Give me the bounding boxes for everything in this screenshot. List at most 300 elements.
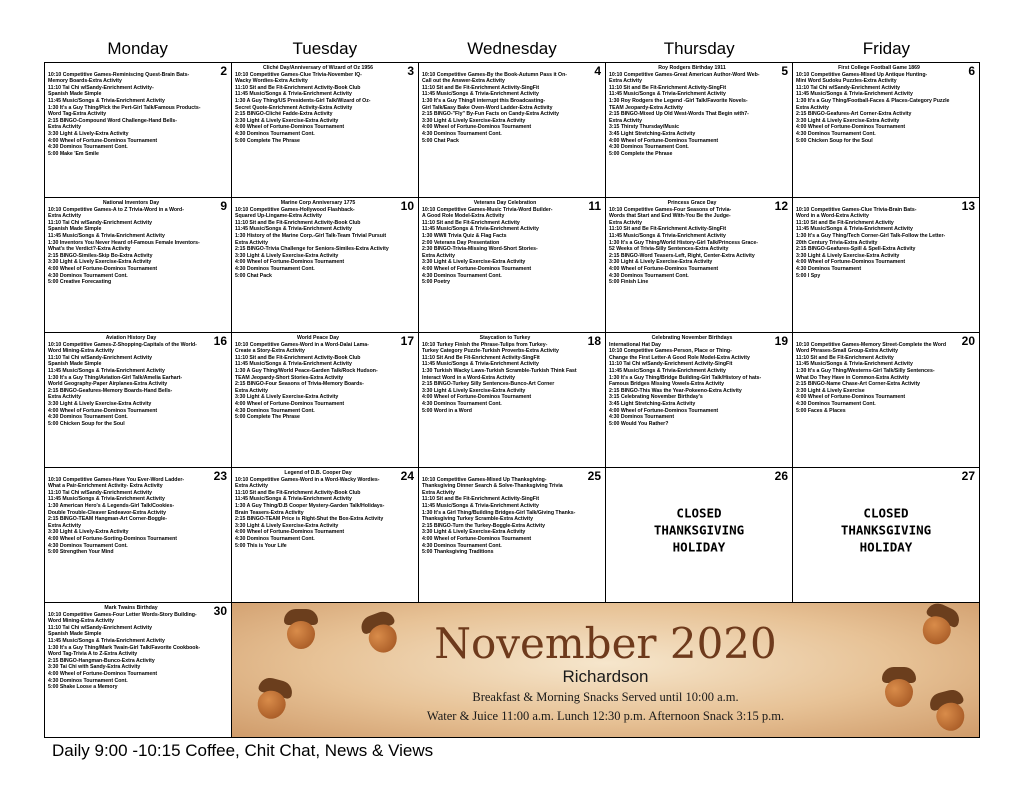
activity-line: 4:30 Dominos Tournament Cont. (48, 677, 128, 684)
closed-notice: CLOSED THANKSGIVING HOLIDAY (840, 505, 932, 555)
activity-line: 3:30 Light & Lively Exercise-Extra Activity (796, 117, 900, 124)
activity-line: Turkey Category Puzzle-Turkish Proverbs-Extra Activity (422, 348, 559, 355)
activity-line: 5:00 Faces & Places (796, 407, 846, 414)
activity-line: 3:30 Light & Lively Exercise-Extra Activity (422, 117, 526, 124)
activity-line: 1:30 A Guy Thing/World Peace-Garden Talk/Rock Hudson- (235, 367, 378, 374)
daily-coffee-note: Daily 9:00 -10:15 Coffee, Chit Chat, News & Views (52, 741, 434, 760)
day-number: 26 (774, 469, 788, 483)
activity-line: 4:00 Wheel of Fortune-Dominos Tournament (235, 400, 345, 407)
activity-line: 11:10 Sit and Be Fit-Enrichment Activity (796, 354, 894, 361)
day-number: 9 (220, 199, 227, 213)
activity-line: 4:30 Dominos Tournament Cont. (48, 272, 128, 279)
activity-line: 11:10 Sit and Be Fit-Enrichment Activity-SingFit (609, 226, 727, 233)
activity-line: 3:30 Light & Lively Exercise-Extra Activity (48, 400, 152, 407)
activity-line: 11:45 Music/Songs & Trivia-Enrichment Activity (796, 226, 913, 233)
activity-line: 2:15 BINGO-Turn the Turkey-Boggle-Extra Activity (422, 522, 545, 529)
activity-line: 4:00 Wheel of Fortune-Dominos Tournament (235, 529, 345, 536)
calendar-day-cell (232, 63, 419, 198)
activity-line: Word in a Word-Extra Activity (796, 213, 869, 220)
activity-line: 11:45 Music/Songs & Trivia-Enrichment Activity (422, 361, 539, 368)
day-theme: Marine Corp Anniversary 1775 (280, 200, 356, 206)
activity-line: 10:10 Competitive Games-A to Z Trivia-Word in a Word- (48, 206, 184, 213)
calendar-day-cell (793, 63, 980, 198)
activity-line: Girl Talk/Easy Bake Oven-Word Ladder-Extra Activity (422, 104, 553, 111)
day-theme: National Inventors Day (102, 200, 160, 206)
activity-line: 4:00 Wheel of Fortune-Dominos Tournament (796, 394, 906, 401)
activity-line: 2:15 BINGO-Word Teasers-Left, Right, Center-Extra Activity (609, 252, 755, 259)
day-number: 25 (587, 469, 601, 483)
activity-line: 5:00 Complete The Phrase (235, 137, 300, 144)
day-number: 13 (961, 199, 975, 213)
activity-line: Extra Activity (48, 394, 81, 401)
activity-line: 3:15 Thirsty Thursday/Music (609, 124, 680, 131)
activity-line: 2:15 BINGO-Four Seasons of Trivia-Memory Boards- (235, 381, 364, 388)
activity-line: 2:15 BINGO-Turkey Silly Sentences-Bunco-Art Corner (422, 381, 555, 388)
activity-line: 3:30 Light & Lively Exercise-Extra Activity (422, 387, 526, 394)
activity-line: 11:45 Music/Songs & Trivia-Enrichment Activity (422, 226, 539, 233)
activity-line: TEAM Jeopardy-Extra Activity (609, 104, 683, 111)
activity-line: 1:30 Roy Rodgers the Legend -Girl Talk/Favorite Novels- (609, 97, 748, 104)
activity-line: 1:30 Inventors You Never Heard of-Famous Female Inventors- (48, 239, 200, 246)
activity-line: 4:30 Dominos Tournament Cont. (796, 400, 876, 407)
activity-line: Wacky Wordies-Extra Activity (235, 78, 308, 85)
activity-line: 5:00 Poetry (422, 279, 450, 286)
weekday-thursday: Thursday (663, 39, 735, 58)
activity-line: 3:30 Light & Lively Exercise-Extra Activity (48, 259, 152, 266)
day-number: 3 (407, 64, 414, 78)
calendar-day-cell (232, 468, 419, 603)
day-theme (422, 65, 602, 72)
activity-line: Extra Activity (609, 117, 642, 124)
activity-line: 3:30 Light & Lively-Extra Activity (48, 529, 129, 536)
day-number: 19 (774, 334, 788, 348)
activity-line: 5:00 Complete the Phrase (609, 150, 673, 157)
activity-line: Memory Boards-Extra Activity (48, 78, 122, 85)
closed-notice: CLOSED THANKSGIVING HOLIDAY (653, 505, 745, 555)
calendar-day-cell (793, 468, 980, 603)
day-theme (796, 200, 976, 207)
activity-line: 4:00 Wheel of Fortune-Dominos Tournament (48, 407, 158, 414)
weekday-monday: Monday (107, 39, 168, 58)
activity-line: 2:15 BINGO-Geafures-Memory Boards-Hand Bells- (48, 387, 173, 394)
activity-line: 1:30 It's a Guy Thing/Mark Twain-Girl Talk/Favorite Cookbook- (48, 644, 201, 651)
activity-line: Squared Up-Lingame-Extra Activity (235, 213, 322, 220)
calendar-grid (44, 62, 980, 738)
activity-line: 3:30 Light & Lively-Extra Activity (48, 130, 129, 137)
activity-line: What a Pair-Enrichment Activity- Extra Activity (48, 483, 163, 490)
calendar-day-cell (45, 468, 232, 603)
activity-line: 2:15 BINGO-Geafures-Spill & Spell-Extra Activity (796, 246, 916, 253)
activity-line: 2:15 BINGO-Similes-Skip Bo-Extra Activity (48, 252, 153, 259)
day-number: 18 (587, 334, 601, 348)
calendar-day-cell (419, 333, 606, 468)
activity-line: 11:10 Tai Chi w/Sandy-Enrichment Activity-SingFit (609, 361, 733, 368)
day-number: 30 (213, 604, 227, 618)
activity-line: 11:10 Sit and Be Fit-Enrichment Activity-SingFit (609, 84, 727, 91)
activity-line: 11:10 Tai Chi w/Sandy-Enrichment Activity- (48, 84, 154, 91)
activity-line: 4:30 Dominos Tournament Cont. (422, 272, 502, 279)
activity-line: 1:30 A Guy Thing/D.B Cooper Mystery-Garden Talk/Holidays- (235, 502, 385, 509)
activity-line: Extra Activity (235, 483, 268, 490)
activity-line: 10:10 Competitive Games-Memory Street-Complete the Word (796, 341, 947, 348)
activity-line: Extra Activity (48, 213, 81, 220)
day-number: 20 (961, 334, 975, 348)
activity-line: 10:10 Competitive Games-Person, Place or Thing- (609, 348, 732, 355)
activity-line: 4:00 Wheel of Fortune-Dominos Tournament (422, 394, 532, 401)
activity-line: Thanksgiving Turkey Scramble-Extra Activity (422, 516, 533, 523)
day-theme: Mark Twains Birthday (104, 605, 158, 611)
activity-line: 3:30 Light & Lively Exercise-Extra Activity (609, 259, 713, 266)
activity-line: 2:15 BINGO-Trivia Challenge for Seniors-Similes-Extra Activity (235, 246, 389, 253)
activity-line: Word Mining-Extra Activity (48, 348, 115, 355)
activity-line: 4:00 Wheel of Fortune-Dominos Tournament (422, 535, 532, 542)
activity-line: 1:30 It's a Girl Thing/Building Bridges-Girl Talk/Giving Thanks- (422, 509, 576, 516)
activity-line: Extra Activity (422, 252, 455, 259)
calendar-day-cell (232, 333, 419, 468)
calendar-day-cell (45, 198, 232, 333)
activity-line: Extra Activity (48, 522, 81, 529)
activity-line: 1:30 A Guy Thing/US Presidents-Girl Talk/Wizard of Oz- (235, 97, 371, 104)
activity-line: 3:30 Light & Lively Exercise-Extra Activity (235, 252, 339, 259)
activity-line: 4:00 Wheel of Fortune-Dominos Tournament (422, 124, 532, 131)
activity-line: 5:00 I Spy (796, 272, 821, 279)
activity-line: 11:45 Music/Songs & Trivia-Enrichment Activity (422, 502, 539, 509)
activity-line: 1:30 It's a Guy Thing/World History-Girl Talk/Princess Grace- (609, 239, 758, 246)
activity-line: 11:10 Tai Chi w/Sandy-Enrichment Activity (796, 84, 901, 91)
activity-line: 4:00 Wheel of Fortune-Dominos Tournament (48, 265, 158, 272)
activity-line: 11:45 Music/Songs & Trivia-Enrichment Activity (235, 91, 352, 98)
activity-line: 5:00 This is Your Life (235, 542, 287, 549)
activity-line: 11:10 Sit and Be Fit-Enrichment Activity-Book Club (235, 219, 361, 226)
banner-meal-times: Water & Juice 11:00 a.m. Lunch 12:30 p.m. Afternoon Snack 3:15 p.m. (426, 709, 785, 723)
calendar-day-cell (606, 333, 793, 468)
activity-line: Spanish Made Simple (48, 631, 102, 638)
activity-line: 1:30 Turkish Wacky Laws-Turkish Scramble-Turkish Think Fast (422, 367, 577, 374)
activity-line: 2:15 BINGO-Mixed Up Old West-Words That Begin with7- (609, 111, 749, 118)
activity-line: World Geography-Paper Airplanes-Extra Activity (48, 381, 168, 388)
activity-line: 1:30 It's a Guy Thing/Bridge Building-Girl Talk/History of hats- (609, 374, 762, 381)
activity-line: 11:10 Sit and Be Fit-Enrichment Activity-Book Club (235, 489, 361, 496)
day-theme: Princess Grace Day (667, 200, 717, 206)
day-theme (48, 470, 228, 477)
activity-line: 5:00 Chat Pack (422, 137, 459, 144)
activity-line: 11:45 Music/Songs & Trivia-Enrichment Activity (48, 232, 165, 239)
activity-line: 4:30 Dominos Tournament Cont. (422, 542, 502, 549)
activity-line: 5:00 Creative Forecasting (48, 279, 112, 286)
activity-line: 11:10 Tai Chi w/Sandy-Enrichment Activity (48, 219, 153, 226)
activity-line: 5:00 Strengthen Your Mind (48, 549, 114, 556)
activity-line: Call out the Answer-Extra Activity (422, 78, 505, 85)
activity-line: 11:10 Sit And Be Fit-Enrichment Activity-SingFit (422, 354, 540, 361)
activity-line: Word Tag-Extra Activity (48, 111, 107, 118)
day-number: 6 (968, 64, 975, 78)
activity-line: TEAM Jeopardy-Short Stories-Extra Activity (235, 374, 344, 381)
activity-line: 11:45 Music/Songs & Trivia-Enrichment Activity (235, 361, 352, 368)
activity-line: 4:30 Dominos Tournament Cont. (609, 272, 689, 279)
activity-line: Extra Activity (422, 489, 455, 496)
activity-line: 10:10 Competitive Games-By the Book-Autumn Pass it On- (422, 71, 567, 78)
activity-line: 2:15 BINGO-Name Chase-Art Corner-Extra Activity (796, 381, 921, 388)
calendar-day-cell (419, 198, 606, 333)
activity-line: 4:00 Wheel of Fortune-Dominos Tournament (48, 670, 158, 677)
activity-line: 11:45 Music/Songs & Trivia-Enrichment Activity (48, 97, 165, 104)
activity-line: 10:10 Competitive Games-Four Letter Words-Story Building- (48, 611, 197, 618)
activity-line: 11:45 Music/Songs & Trivia-Enrichment Activity (609, 232, 726, 239)
activity-line: 10:10 Competitive Games-Great American Author-Word Web- (609, 71, 760, 78)
activity-line: 4:30 Dominos Tournament Cont. (48, 144, 128, 151)
activity-line: 4:00 Wheel of Fortune-Dominos Tournament (609, 407, 719, 414)
activity-line: 3:30 Light & Lively Exercise-Extra Activity (235, 522, 339, 529)
activity-line: Thanksgiving Dinner Search & Solve-Thanksgiving Trivia (422, 483, 563, 490)
activity-line: International Hat Day (609, 341, 661, 348)
calendar-day-cell (793, 333, 980, 468)
day-theme: Legend of D.B. Cooper Day (284, 470, 352, 476)
activity-line: Spanish Made Simple (48, 226, 102, 233)
activity-line: 2:00 Veterans Day Presentation (422, 239, 500, 246)
activity-line: 4:30 Dominos Tournament Cont. (235, 535, 315, 542)
activity-line: Create a Story-Extra Activity (235, 348, 305, 355)
activity-line: 5:00 Chat Pack (235, 272, 272, 279)
activity-line: Word Mining-Extra Activity (48, 618, 115, 625)
activity-line: 1:30 It's a Guy Thing/Pick the Pert-Girl Talk/Famous Products- (48, 104, 201, 111)
activity-line: 5:00 Shake Loose a Memory (48, 684, 118, 691)
activity-line: What's the Verdict?-Extra Activity (48, 246, 131, 253)
weekday-header (44, 36, 980, 62)
calendar-day-cell (419, 468, 606, 603)
activity-line: What Do They Have in Common-Extra Activity (796, 374, 910, 381)
activity-line: 4:30 Dominos Tournament Cont. (609, 144, 689, 151)
activity-line: 5:00 Make 'Em Smile (48, 150, 99, 157)
day-number: 17 (400, 334, 414, 348)
activity-line: Famous Bridges Missing Vowels-Extra Activity (609, 381, 725, 388)
activity-line: 1:30 It's a Guy Thing/Tech Corner-Girl Talk-Follow the Letter- (796, 232, 946, 239)
calendar-day-cell (606, 63, 793, 198)
activity-line: Extra Activity (48, 124, 81, 131)
activity-line: 10:10 Competitive Games-Z-Shopping-Capitals of the World- (48, 341, 197, 348)
activity-line: 2:15 BINGO-TEAM Hangman-Art Corner-Boggle- (48, 516, 168, 523)
activity-line: 5:00 Would You Rather? (609, 420, 669, 427)
activity-line: 4:30 Dominos Tournament Cont. (422, 130, 502, 137)
banner-breakfast-note: Breakfast & Morning Snacks Served until 10:00 a.m. (472, 690, 739, 704)
activity-line: 2:15 BINGO-TEAM Price is Right-Shut the Box-Extra Activity (235, 516, 384, 523)
day-theme: Staycation to Turkey (479, 335, 531, 341)
month-banner (232, 603, 980, 738)
activity-line: 3:30 Light & Lively Exercise-Extra Activity (796, 252, 900, 259)
activity-line: 5:00 Thanksgiving Traditions (422, 549, 494, 556)
activity-line: 2:15 BINGO-Hangman-Bunco-Extra Activity (48, 657, 155, 664)
activity-line: 11:45 Music/Songs & Trivia-Enrichment Activity (796, 91, 913, 98)
activity-line: Brain Teasers-Extra Activity (235, 509, 304, 516)
activity-line: 1:30 History of the Marine Corp.-Girl Talk-Team Trivial Pursuit (235, 232, 387, 239)
activity-line: 11:10 Sit and Be Fit-Enrichment Activity-SingFit (422, 496, 540, 503)
activity-line: 4:00 Wheel of Fortune-Dominos Tournament (796, 259, 906, 266)
activity-line: 3:45 Light Stretching-Extra Activity (609, 400, 696, 407)
activity-line: 11:10 Tai Chi w/Sandy-Enrichment Activity (48, 354, 153, 361)
activity-line: Spanish Made Simple (48, 361, 102, 368)
activity-line: 11:45 Music/Songs & Trivia-Enrichment Activity (48, 637, 165, 644)
calendar-day-cell (45, 333, 232, 468)
day-number: 12 (774, 199, 788, 213)
calendar-day-cell (45, 603, 232, 738)
day-number: 24 (400, 469, 414, 483)
activity-line: 11:10 Tai Chi w/Sandy-Enrichment Activity (48, 489, 153, 496)
activity-line: 2:15 BINGO-"Fly" By-Fun Facts on Candy-Extra Activity (422, 111, 560, 118)
activity-line: 4:30 Dominos Tournament (796, 265, 862, 272)
activity-line: 4:00 Wheel of Fortune-Dominos Tournament (235, 259, 345, 266)
activity-line: 4:30 Dominos Tournament Cont. (235, 130, 315, 137)
day-theme (796, 335, 976, 342)
activity-line: 10:10 Turkey Finish the Phrase-Tulips from Turkey- (422, 341, 548, 348)
activity-line: A Good Role Model-Extra Activity (422, 213, 505, 220)
activity-line: 4:30 Dominos Tournament Cont. (235, 407, 315, 414)
activity-line: Secret Quote-Enrichment Activity-Extra Activity (235, 104, 353, 111)
activity-line: Extra Activity (609, 219, 642, 226)
activity-line: 4:30 Dominos Tournament Cont. (48, 542, 128, 549)
activity-line: 11:45 Music/Songs & Trivia-Enrichment Activity (235, 226, 352, 233)
day-theme: Aviation History Day (105, 335, 157, 341)
activity-line: 10:10 Competitive Games-Four Seasons of Trivia- (609, 206, 732, 213)
activity-line: 10:10 Competitive Games-Word in a Word-Wacky Wordies- (235, 476, 380, 483)
activity-line: 5:00 Word in a Word (422, 407, 472, 414)
activity-line: 11:10 Tai Chi w/Sandy-Enrichment Activity (48, 624, 153, 631)
day-number: 5 (781, 64, 788, 78)
activity-line: 10:10 Competitive Games-Mixed Up Antique Hunting- (796, 71, 928, 78)
activity-line: 3:30 Light & Lively Exercise-Extra Activity (422, 259, 526, 266)
day-number: 11 (588, 199, 601, 213)
activity-line: 4:00 Wheel of Fortune-Dominos Tournament (235, 124, 345, 131)
day-theme: World Peace Day (297, 335, 339, 341)
day-number: 10 (400, 199, 414, 213)
activity-line: 11:10 Sit and Be Fit-Enrichment Activity (796, 219, 894, 226)
activity-line: 3:30 Light & Lively Exercise-Extra Activity (422, 529, 526, 536)
calendar-day-cell (232, 198, 419, 333)
activity-line: 4:00 Wheel of Fortune-Dominos Tournament (609, 137, 719, 144)
activity-line: 10:10 Competitive Games-Music Trivia-Word Builder- (422, 206, 553, 213)
calendar-day-cell (606, 468, 793, 603)
banner-month-title: November 2020 (434, 619, 777, 668)
activity-line: 10:10 Competitive Games-Clue Trivia-Brain Bats- (796, 206, 917, 213)
activity-line: Extra Activity (609, 78, 642, 85)
activity-line: 4:30 Dominos Tournament Cont. (422, 400, 502, 407)
activity-line: 4:30 Dominos Tournament Cont. (796, 130, 876, 137)
activity-line: Extra Activity (235, 387, 268, 394)
activity-line: Double Trouble-Cleaver Endeavor-Extra Activity (48, 509, 166, 516)
activity-line: 10:10 Competitive Games-Word in a Word-Dalai Lama- (235, 341, 369, 348)
calendar-day-cell (45, 63, 232, 198)
day-number: 16 (213, 334, 227, 348)
activity-line: 4:30 Dominos Tournament Cont. (48, 414, 128, 421)
day-theme (422, 470, 602, 477)
activity-line: 3:30 Tai Chi with Sandy-Extra Activity (48, 664, 141, 671)
day-theme: Cliché Day/Anniversary of Wizard of Oz 1956 (262, 65, 374, 71)
activity-line: 5:00 Chicken Soup for the Soul (48, 420, 125, 427)
day-number: 27 (961, 469, 975, 483)
activity-line: 11:45 Music/Songs & Trivia-Enrichment Activity (48, 367, 165, 374)
activity-line: Words that Start and End With-You Be the Judge- (609, 213, 731, 220)
activity-line: 1:30 American Hero's & Legends-Girl Talk/Cookies- (48, 502, 175, 509)
activity-line: 4:30 Dominos Tournament Cont. (235, 265, 315, 272)
activity-line: 11:45 Music/Songs & Trivia-Enrichment Activity (796, 361, 913, 368)
activity-line: 10:10 Competitive Games-Mixed Up Thanksgiving- (422, 476, 547, 483)
activity-line: Spanish Made Simple (48, 91, 102, 98)
day-theme: Veterans Day Celebration (473, 200, 537, 206)
activity-line: 1:30 It's a Guy Thing/I interrupt this Broadcasting- (422, 97, 546, 104)
activity-line: Word Phrases-Small Group-Extra Activity (796, 348, 899, 355)
activity-line: 4:00 Wheel of Fortune-Dominos Tournament (796, 124, 906, 131)
activity-line: 4:00 Wheel of Fortune-Dominos Tournament (422, 265, 532, 272)
day-number: 4 (594, 64, 601, 78)
activity-line: 1:30 It's a Guy Thing/Aviation-Girl Talk/Amelia Earhart- (48, 374, 183, 381)
activity-line: 11:45 Music/Songs & Trivia-Enrichment Activity (609, 91, 726, 98)
day-theme (48, 65, 228, 72)
activity-line: 11:10 Sit and Be Fit-Enrichment Activity-Book Club (235, 84, 361, 91)
activity-line: 10:10 Competitive Games-Have You Ever-Word Ladder- (48, 476, 185, 483)
day-theme: First College Football Game 1869 (838, 65, 920, 71)
activity-line: 20th Century Trivia-Extra Activity (796, 239, 878, 246)
activity-line: Extra Activity (796, 104, 829, 111)
activity-line: 5:00 Chicken Soup for the Soul (796, 137, 873, 144)
activity-line: 3:30 Light & Lively Exercise-Extra Activity (235, 394, 339, 401)
banner-location: Richardson (562, 667, 649, 686)
activity-line: 3:45 Light Stretching-Extra Activity (609, 130, 696, 137)
activity-line: Change the First Letter-A Good Role Model-Extra Activity (609, 354, 750, 361)
activity-line: 11:45 Music/Songs & Trivia-Enrichment Activity (609, 367, 726, 374)
activity-line: 4:00 Wheel of Fortune-Sorting-Dominos Tournament (48, 535, 178, 542)
activity-line: Mini Word Sudoku Puzzles-Extra Activity (796, 78, 897, 85)
activity-line: Word Tag-Trivia A to Z-Extra Activity (48, 651, 138, 658)
weekday-tuesday: Tuesday (292, 39, 358, 58)
activity-line: 11:10 Sit and Be Fit-Enrichment Activity-Book Club (235, 354, 361, 361)
day-theme: Celebrating November Birthdays (651, 335, 733, 341)
activity-line: 10:10 Competitive Games-Clue Trivia-November IQ- (235, 71, 362, 78)
activity-line: 5:00 Finish Line (609, 279, 649, 286)
activity-line: 11:45 Music/Songs & Trivia-Enrichment Activity (422, 91, 539, 98)
weekday-wednesday: Wednesday (467, 39, 557, 58)
day-number: 23 (213, 469, 227, 483)
activity-line: 1:30 WWII Trivia Quiz & Flag Facts (422, 232, 507, 239)
calendar-day-cell (606, 198, 793, 333)
activity-line: Interact Word in a Word-Extra Activity (422, 374, 516, 381)
activity-line: 11:10 Sit and Be Fit-Enrichment Activity-SingFit (422, 84, 540, 91)
activity-line: 10:10 Competitive Games-Hollywood Flashback- (235, 206, 355, 213)
activity-line: 52 Weeks of Trivia-Silly Sentences-Extra Activity (609, 246, 729, 253)
activity-line: 3:30 Light & Lively Exercise (796, 387, 865, 394)
day-theme: Roy Rodgers Birthday 1911 (658, 65, 726, 71)
activity-line: 11:45 Music/Songs & Trivia-Enrichment Activity (48, 496, 165, 503)
activity-line: 4:00 Wheel of Fortune-Dominos Tournament (48, 137, 158, 144)
activity-line: 1:30 It's a Guy Thing/Football-Faces & Places-Category Puzzle (796, 97, 950, 104)
activity-line: 3:30 Light & Lively Exercise-Extra Activity (235, 117, 339, 124)
activity-line: 10:10 Competitive Games-Reminiscing Quest-Brain Bats- (48, 71, 190, 78)
activity-line: 2:15 BINGO-This Was the Year-Pokeeno-Extra Activity (609, 387, 742, 394)
activity-line: 2:15 BINGO-Compound Word Challenge-Hand Bells- (48, 117, 178, 124)
activity-line: Extra Activity (235, 239, 268, 246)
calendar-day-cell (419, 63, 606, 198)
activity-line: 11:10 Sit and Be Fit-Enrichment Activity (422, 219, 520, 226)
activity-line: 1:30 It's a Guy Thing/Westerns-Girl Talk/Silly Sentences- (796, 367, 935, 374)
activity-line: 2:15 BINGO-Geafures-Art Corner-Extra Activity (796, 111, 912, 118)
weekday-friday: Friday (862, 39, 911, 58)
day-number: 2 (220, 64, 227, 78)
activity-line: 4:00 Wheel of Fortune-Dominos Tournament (609, 265, 719, 272)
activity-line: 5:00 Complete The Phrase (235, 414, 300, 421)
activity-line: 2:15 BINGO-Cliché Fadde-Extra Activity (235, 111, 333, 118)
calendar-day-cell (793, 198, 980, 333)
activity-line: 4:30 Dominos Tournament (609, 414, 675, 421)
activity-line: 3:15 Celebrating November Birthday's (609, 394, 703, 401)
activity-line: 11:45 Music/Songs & Trivia-Enrichment Activity (235, 496, 352, 503)
activity-line: 2:30 BINGO-Trivia-Missing Word-Short Stories- (422, 246, 538, 253)
